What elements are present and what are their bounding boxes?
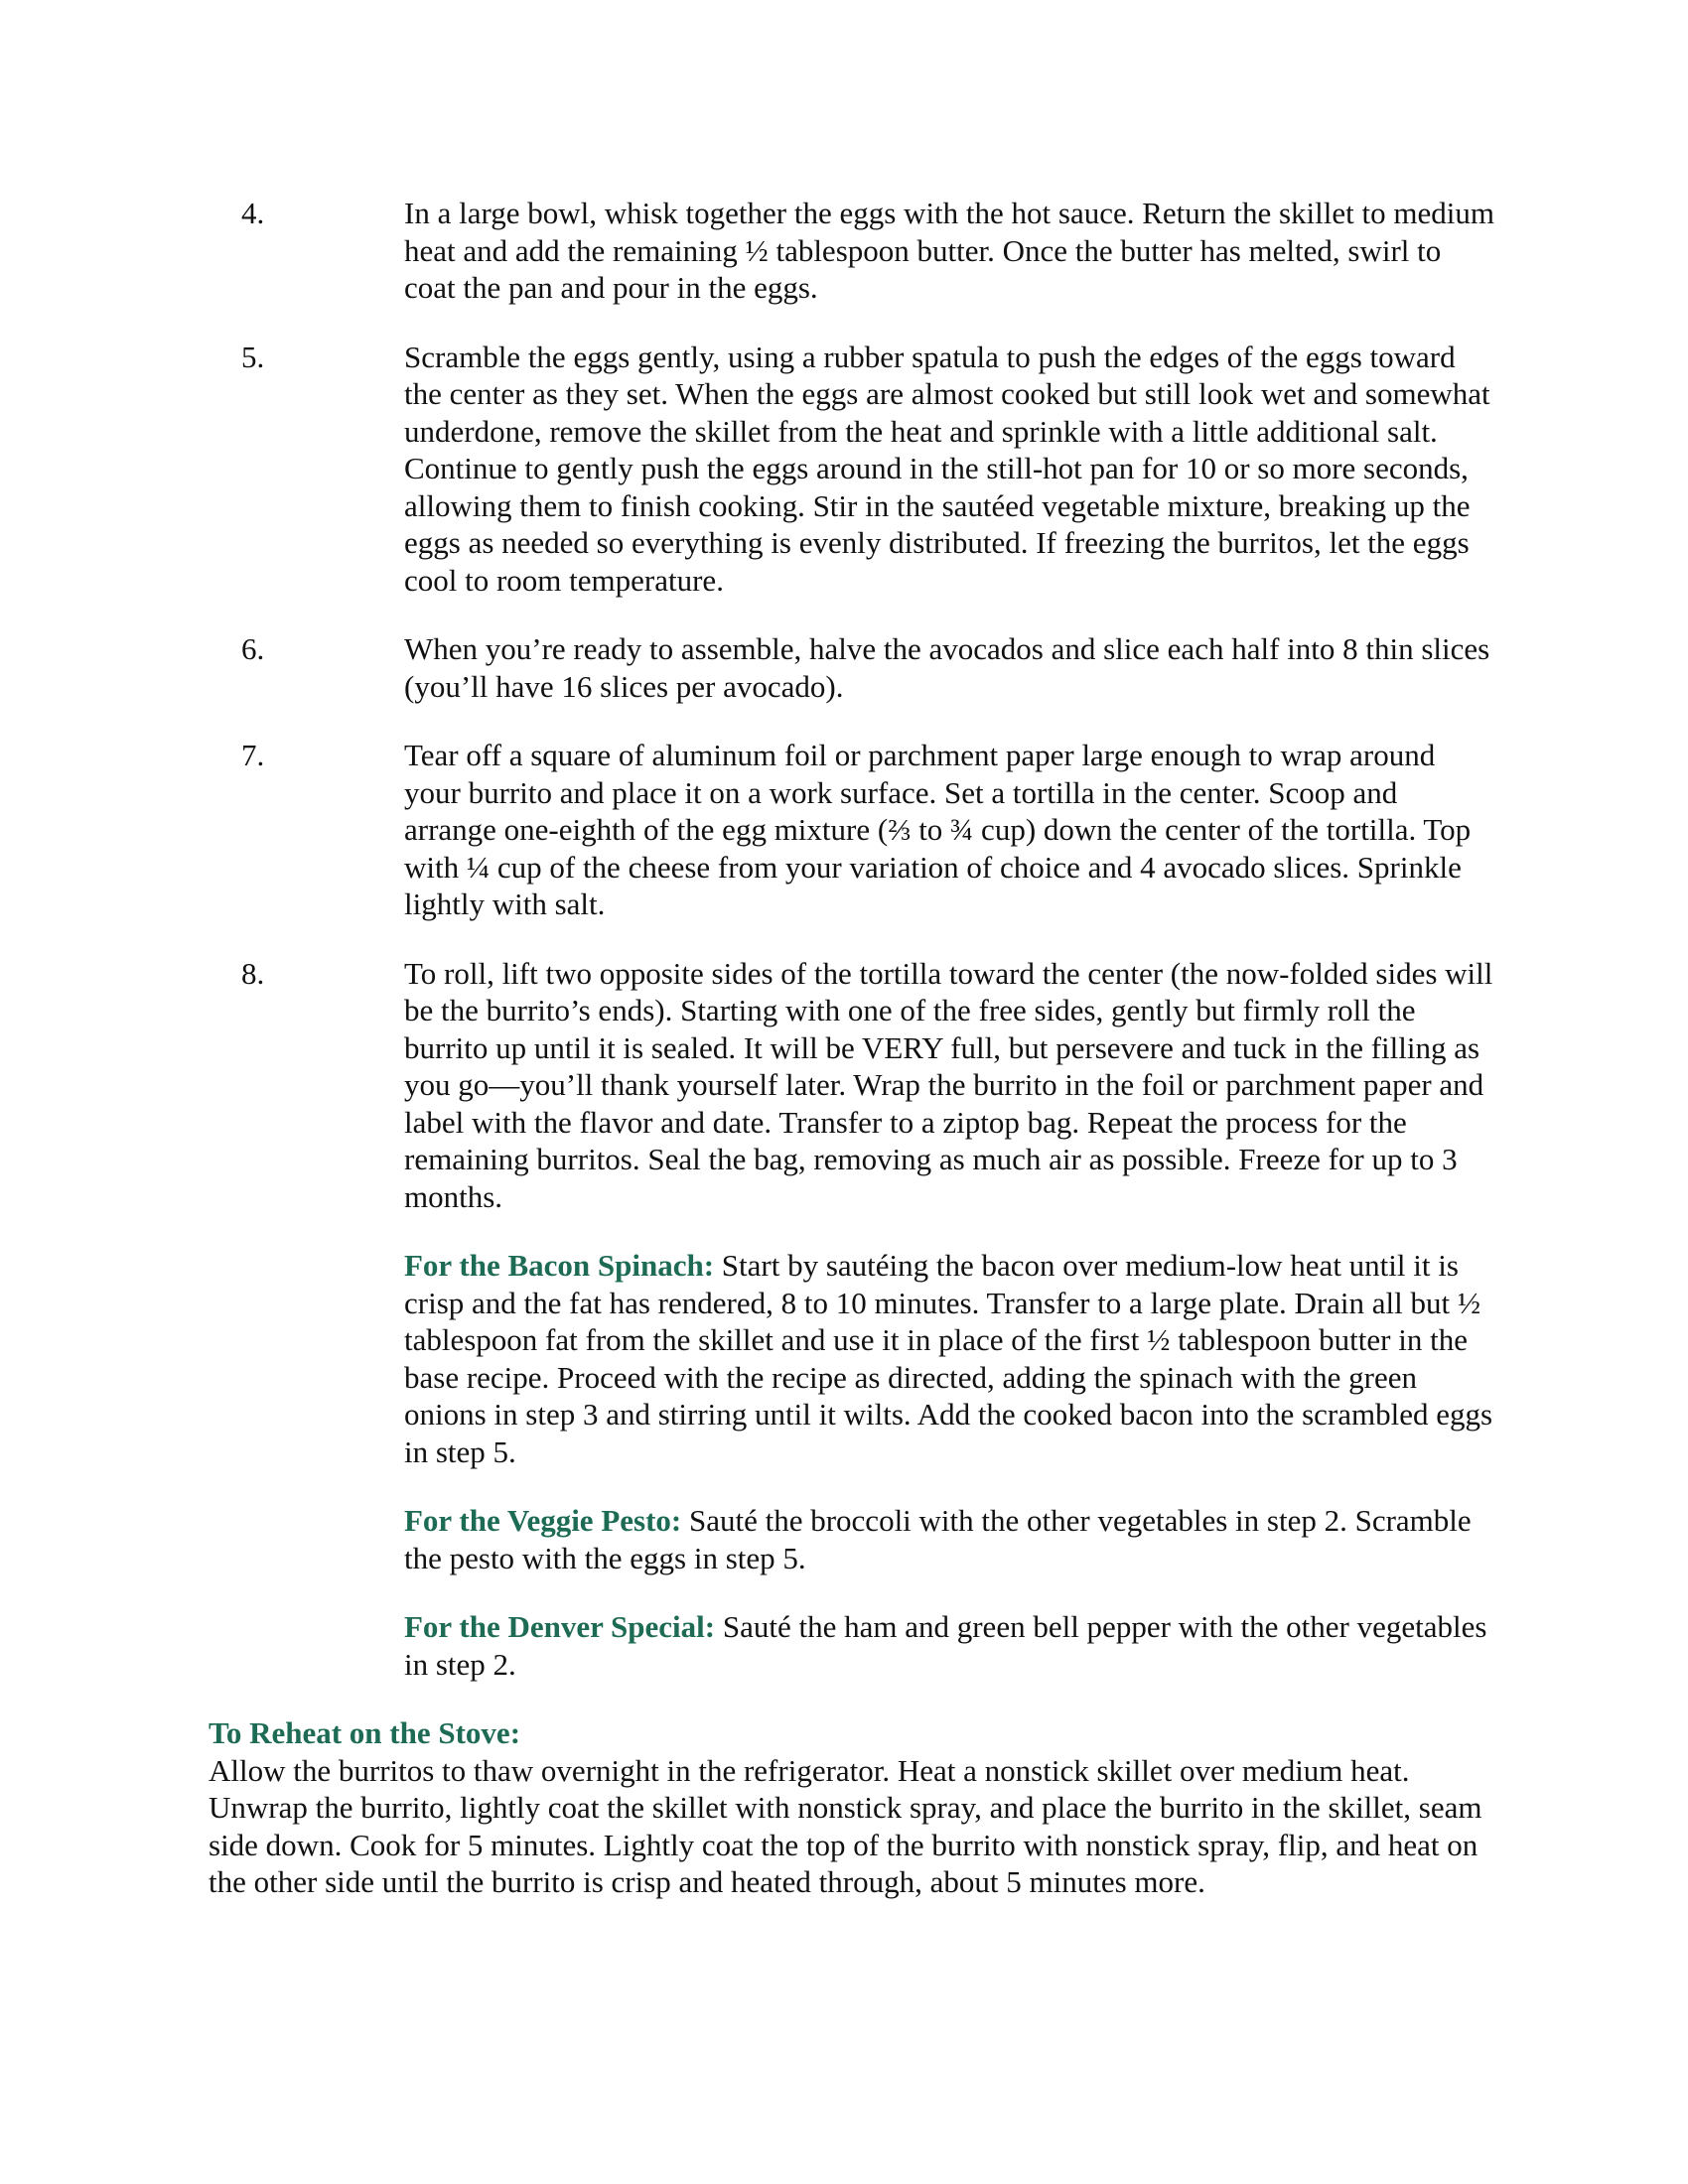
step-number: 7.	[241, 738, 265, 772]
step-5	[209, 339, 1499, 600]
step-text: Scramble the eggs gently, using a rubber spatula to push the edges of the eggs toward the center as they set. When the eggs are almost cooked but still look wet and somewhat underdone, remove the skillet from the heat and sprinkle with a little additional salt. Continue to gently push the eggs around in the still-hot pan for 10 or so more seconds, allowing them to finish cooking. Stir in the sautéed vegetable mixture, breaking up the eggs as needed so everything is evenly distributed. If freezing the burritos, let the eggs cool to room temperature.	[404, 339, 1490, 598]
step-6	[209, 630, 1499, 705]
step-text: When you’re ready to assemble, halve the avocados and slice each half into 8 thin slices (you’ll have 16 slices per avocado).	[404, 631, 1490, 704]
step-8	[209, 955, 1499, 1216]
reheat-heading: To Reheat on the Stove:	[209, 1715, 521, 1750]
variation-veggie-pesto	[404, 1502, 1496, 1576]
step-4	[209, 195, 1499, 307]
variation-text: Sauté the ham and green bell pepper with the other vegetables in step 2.	[404, 1609, 1487, 1682]
step-text: To roll, lift two opposite sides of the tortilla toward the center (the now-folded sides will be the burrito’s ends). Starting with one of the free sides, gently but firmly roll the burrito up until it is sealed. It will be VERY full, but persevere and tuck in the filling as you go—you’ll thank yourself later. Wrap the burrito in the foil or parchment paper and label with the flavor and date. Transfer to a ziptop bag. Repeat the process for the remaining burritos. Seal the bag, removing as much air as possible. Freeze for up to 3 months.	[404, 955, 1493, 1214]
step-number: 4.	[241, 196, 265, 230]
step-text: Tear off a square of aluminum foil or parchment paper large enough to wrap around your burrito and place it on a work surface. Set a tortilla in the center. Scoop and arrange one-eighth of the egg mixture (⅔ to ¾ cup) down the center of the tortilla. Top with ¼ cup of the cheese from your variation of choice and 4 avocado slices. Sprinkle lightly with salt.	[404, 738, 1472, 921]
variation-text: Sauté the broccoli with the other vegetables in step 2. Scramble the pesto with the eggs in step 5.	[404, 1503, 1472, 1575]
variation-label: For the Denver Special:	[404, 1609, 716, 1644]
variation-label: For the Bacon Spinach:	[404, 1248, 715, 1283]
step-text: In a large bowl, whisk together the eggs with the hot sauce. Return the skillet to medium heat and add the remaining ½ tablespoon butter. Once the butter has melted, swirl to coat the pan and pour in the eggs.	[404, 196, 1494, 305]
step-number: 8.	[241, 955, 265, 991]
variation-denver-special	[404, 1608, 1496, 1683]
variation-text: Start by sautéing the bacon over medium-low heat until it is crisp and the fat has rendered, 8 to 10 minutes. Transfer to a large plate. Drain all but ½ tablespoon fat from the skillet and use it in place of the first ½ tablespoon butter in the base recipe. Proceed with the recipe as directed, adding the spinach with the green onions in step 3 and stirring until it wilts. Add the cooked bacon into the scrambled eggs in step 5.	[404, 1248, 1493, 1469]
step-number: 6.	[241, 631, 265, 666]
variation-bacon-spinach	[404, 1247, 1496, 1470]
step-7	[209, 737, 1499, 923]
reheat-text: Allow the burritos to thaw overnight in the refrigerator. Heat a nonstick skillet over medium heat. Unwrap the burrito, lightly coat the skillet with nonstick spray, and place the burrito in the skillet, seam side down. Cook for 5 minutes. Lightly coat the top of the burrito with nonstick spray, flip, and heat on the other side until the burrito is crisp and heated through, about 5 minutes more.	[209, 1752, 1482, 1899]
variation-label: For the Veggie Pesto:	[404, 1503, 682, 1538]
recipe-page	[209, 195, 1499, 1901]
step-number: 5.	[241, 339, 265, 374]
